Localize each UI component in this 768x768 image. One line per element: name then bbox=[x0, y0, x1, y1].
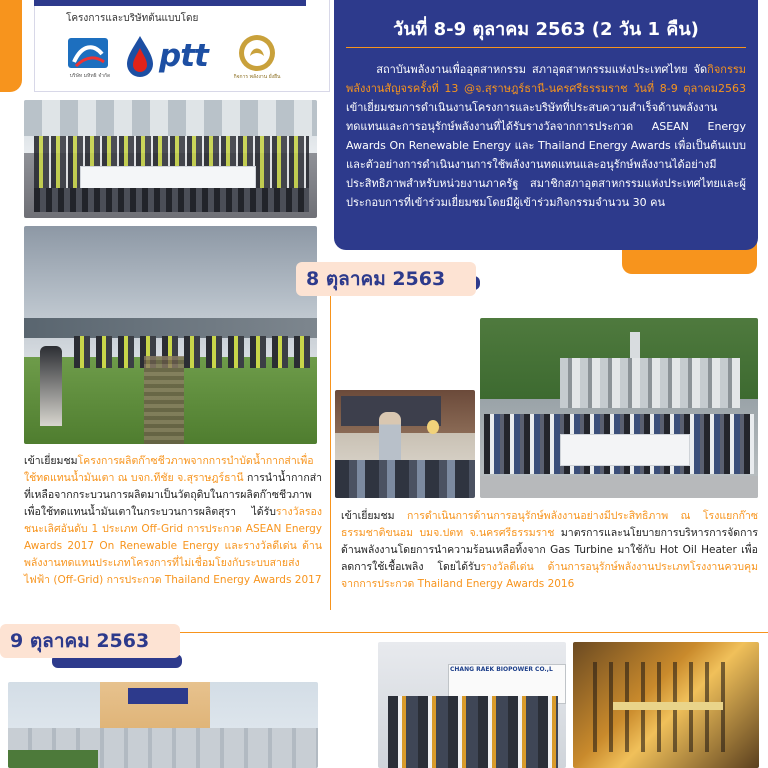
info-divider bbox=[346, 47, 746, 48]
event-date-heading: วันที่ 8-9 ตุลาคม 2563 (2 วัน 1 คืน) bbox=[393, 19, 699, 40]
gas-plant-group-photo bbox=[480, 318, 758, 498]
sponsor-label: โครงการและบริษัทต้นแบบโดย bbox=[66, 13, 199, 24]
description-body: เข้าเยี่ยมชมการดำเนินงานโครงการและบริษัทที่ประสบความสำเร็จด้านพลังงานทดแทนและการอนุรักษ์พลังงานที่ได้รับรางวัลจากการประกวด ASEAN Energy Awards On Renewable Energy และ Thailand Energy Awards เพื่อเป็นต้นแบบและตัวอย่างการดำเนินงานการใช้พลังงานทดแทนและอนุรักษ์พลังงานได้อย่างมีประสิทธิภาพสำหรับหน่วยงานภาครัฐ สมาชิกสภาอุตสาหกรรมแห่งประเทศไทยและผู้ประกอบการที่เข้าร่วมเยี่ยมชมโดยมีผู้เข้าร่วมกิจกรรมจำนวน 30 คน bbox=[346, 101, 746, 209]
boiler-interior-photo bbox=[573, 642, 759, 768]
caption-gas-body: มาตรการและนโยบายการบริหารการจัดการด้านพลังงานโดยการนำความร้อนเหลือทิ้งจาก Gas Turbine มาใช้กับ Hot Oil Heater เพื่อลดการใช้เชื้อเพลิง โดยได้รับ bbox=[341, 527, 758, 573]
ptt-drop-icon bbox=[125, 34, 155, 78]
biopower-building-photo bbox=[8, 682, 318, 768]
company-logo-caption: บริษัท มหิทธิ จำกัด bbox=[69, 73, 111, 79]
caption-biogas-project bbox=[24, 453, 322, 589]
site-visit-hill-photo bbox=[24, 226, 317, 444]
energy-logo bbox=[233, 34, 281, 80]
energy-logo-caption: กิจการ พลังงาน ยั่งยืน bbox=[233, 74, 281, 80]
group-photo-biogas bbox=[24, 100, 317, 218]
gold-emblem-icon bbox=[238, 34, 276, 72]
date-chip-day1: 8 ตุลาคม 2563 bbox=[296, 262, 476, 296]
caption-gas-award: รางวัลดีเด่น ด้านการอนุรักษ์พลังงานประเภทโรงงานควบคุม จากการประกวด Thailand Energy Awards 2016 bbox=[341, 561, 758, 590]
caption-gas-project-name: การดำเนินการด้านการอนุรักษ์พลังงานอย่างมีประสิทธิภาพ ณ โรงแยกก๊าซธรรมชาติขนอม บมจ.ปตท จ.นครศรีธรรมราช bbox=[341, 510, 758, 539]
event-description bbox=[346, 60, 746, 212]
ptt-wordmark: ptt bbox=[159, 38, 208, 74]
caption-biogas-lead: เข้าเยี่ยมชม bbox=[24, 455, 78, 467]
column-divider bbox=[330, 296, 331, 610]
caption-biogas-project-name: โครงการผลิตก๊าซชีวภาพจากการบำบัดน้ำกากส่าเพื่อใช้ทดแทนน้ำมันเตา ณ บจก.ทีชัย จ.สุราษฎร์ธานี bbox=[24, 455, 314, 484]
date-chip-day2: 9 ตุลาคม 2563 bbox=[0, 624, 180, 658]
caption-biogas-award: รางวัลรองชนะเลิศอันดับ 1 ประเภท Off-Grid การประกวด ASEAN Energy Awards 2017 On Renewable Energy และรางวัลดีเด่น ด้านพลังงานทดแทนประเภทโครงการที่ไม่เชื่อมโยงกับระบบสายส่งไฟฟ้า (Off-Grid) การประกวด Thailand Energy Awards 2017 bbox=[24, 506, 322, 586]
ptt-logo bbox=[125, 34, 225, 80]
description-highlight: กิจกรรมพลังงานสัญจรครั้งที่ 13 @จ.สุราษฎร์ธานี-นครศรีธรรมราช วันที่ 8-9 ตุลาคม2563 bbox=[346, 63, 747, 95]
biopower-sign: CHANG RAEK BIOPOWER CO.,L bbox=[450, 666, 553, 673]
decorative-tab bbox=[0, 0, 22, 92]
description-intro: สถาบันพลังงานเพื่ออุตสาหกรรม สภาอุตสาหกรรมแห่งประเทศไทย จัด bbox=[376, 63, 708, 76]
briefing-photo bbox=[378, 642, 566, 768]
sponsor-topbar bbox=[34, 0, 306, 6]
caption-gas-plant bbox=[341, 508, 758, 593]
company-logo bbox=[66, 36, 110, 80]
caption-biogas-body: การนำน้ำกากส่าที่เหลือจากกระบวนการผลิตมาเป็นวัตถุดิบในการผลิตก๊าซชีวภาพเพื่อใช้ทดแทนน้ำมันเตาในกระบวนการผลิตสุรา ได้รับ bbox=[24, 472, 322, 518]
presentation-photo bbox=[335, 390, 475, 498]
caption-gas-lead: เข้าเยี่ยมชม bbox=[341, 510, 408, 522]
